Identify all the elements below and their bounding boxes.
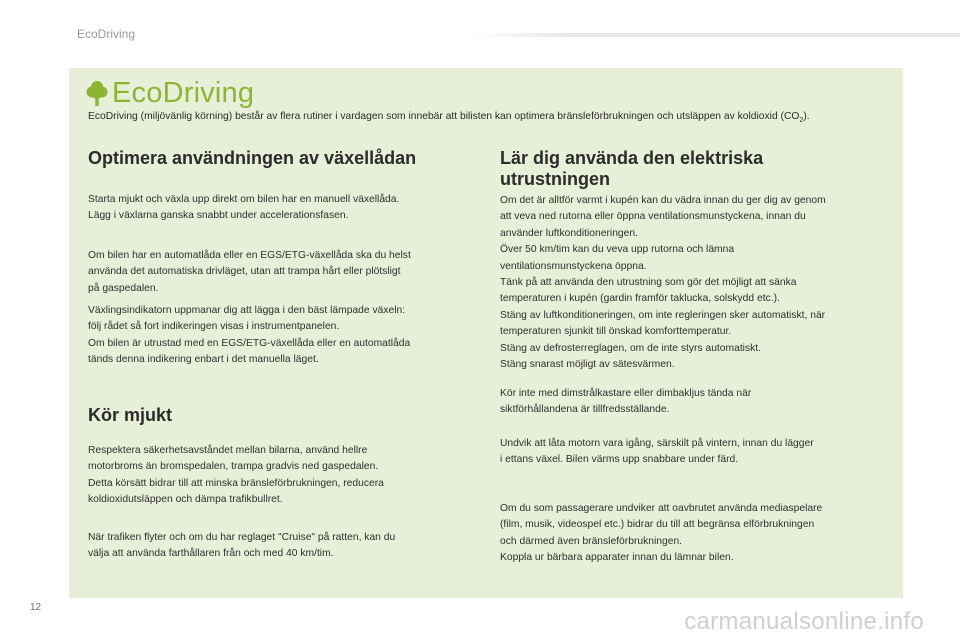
text-line: (film, musik, videospel etc.) bidrar du till att begränsa elförbrukningen (500, 519, 815, 531)
text-line: Tänk på att använda den utrustning som gör det möjligt att sänka (500, 277, 797, 289)
left-paragraph-1 (88, 192, 483, 225)
text-line: Om det är alltför varmt i kupén kan du vädra innan du ger dig av genom (500, 195, 826, 206)
text-line: välja att använda farthållaren från och med 40 km/tim. (88, 548, 334, 560)
header-rule (470, 33, 960, 37)
text-line: När trafiken flyter och om du har reglaget "Cruise" på ratten, kan du (88, 532, 396, 543)
text-line: Om bilen är utrustad med en EGS/ETG-växellåda eller en automatlåda (88, 337, 411, 349)
page-number: 12 (30, 602, 42, 613)
right-heading-electrical (500, 148, 895, 190)
section-heading: Optimera användningen av växellådan (88, 148, 417, 168)
text-line: Lägg i växlarna ganska snabbt under accelerationsfasen. (88, 210, 349, 222)
left-heading-gearbox (88, 148, 483, 169)
intro-paragraph (88, 109, 888, 129)
text-line: Växlingsindikatorn uppmanar dig att lägga i den bäst lämpade växeln: (88, 305, 406, 316)
text-line: ventilationsmunstyckena öppna. (500, 260, 647, 272)
text-line: tänds denna indikering enbart i det manuella läget. (88, 354, 319, 366)
right-paragraph-1 (500, 193, 895, 373)
text-line: Om bilen har en automatlåda eller en EGS/ETG-växellåda ska du helst (88, 250, 411, 261)
section-heading: Kör mjukt (88, 405, 173, 425)
text-line: att veva ned rutorna eller öppna ventilationsmunstyckena, innan du (500, 211, 806, 223)
intro-subscript: 2 (799, 117, 804, 125)
page-header-title: EcoDriving (77, 27, 136, 41)
text-line: i ettans växel. Bilen värms upp snabbare under färd. (500, 454, 739, 466)
text-line: följ rådet så fort indikeringen visas i instrumentpanelen. (88, 321, 340, 333)
intro-text-end: ). (803, 111, 810, 122)
text-line: Starta mjukt och växla upp direkt om bilen har en manuell växellåda. (88, 194, 400, 205)
text-line: temperaturen i kupén (gardin framför taklucka, solskydd etc.). (500, 293, 780, 305)
right-paragraph-2 (500, 386, 895, 419)
left-paragraph-4 (88, 443, 483, 509)
text-line: Respektera säkerhetsavståndet mellan bilarna, använd hellre (88, 445, 368, 456)
text-line: Över 50 km/tim kan du veva upp rutorna och lämna (500, 244, 735, 256)
tree-icon (86, 80, 108, 106)
right-paragraph-4 (500, 501, 895, 567)
brand-heading (86, 78, 254, 108)
text-line: och därmed även bränsleförbrukningen. (500, 535, 683, 547)
text-line: Detta körsätt bidrar till att minska bränsleförbrukningen, reducera (88, 477, 384, 489)
text-line: Undvik att låta motorn vara igång, särskilt på vintern, innan du lägger (500, 438, 814, 449)
section-heading-line: utrustningen (500, 169, 610, 189)
text-line: koldioxidutsläppen och dämpa trafikbullret. (88, 494, 283, 506)
watermark: carmanualsonline.info (684, 608, 924, 635)
text-line: Kör inte med dimstrålkastare eller dimbakljus tända när (500, 388, 752, 399)
left-heading-drive-smoothly (88, 405, 483, 426)
text-line: Om du som passagerare undviker att oavbrutet använda mediaspelare (500, 503, 823, 514)
intro-text: EcoDriving (miljövänlig körning) består av flera rutiner i vardagen som innebär att bilisten kan optimera bränsleförbrukningen och utsläppen av koldioxid (CO (88, 111, 800, 122)
brand-title: EcoDriving (112, 77, 255, 109)
text-line: på gaspedalen. (88, 282, 159, 294)
left-paragraph-3 (88, 303, 483, 369)
text-line: motorbroms än bromspedalen, trampa gradvis ned gaspedalen. (88, 461, 379, 473)
section-heading-line: Lär dig använda den elektriska (500, 148, 764, 168)
text-line: siktförhållandena är tillfredsställande. (500, 404, 670, 416)
text-line: Stäng av luftkonditioneringen, om inte regleringen sker automatiskt, när (500, 309, 826, 321)
right-paragraph-3 (500, 436, 895, 469)
text-line: Stäng snarast möjligt av sätesvärmen. (500, 359, 675, 371)
left-paragraph-5 (88, 530, 483, 563)
left-paragraph-2 (88, 248, 483, 297)
text-line: Stäng av defrosterreglagen, om de inte styrs automatiskt. (500, 342, 761, 354)
text-line: använder luftkonditioneringen. (500, 227, 638, 239)
text-line: temperaturen sjunkit till önskad komforttemperatur. (500, 326, 732, 338)
text-line: Koppla ur bärbara apparater innan du lämnar bilen. (500, 552, 734, 564)
text-line: använda det automatiska drivläget, utan att trampa hårt eller plötsligt (88, 266, 401, 278)
